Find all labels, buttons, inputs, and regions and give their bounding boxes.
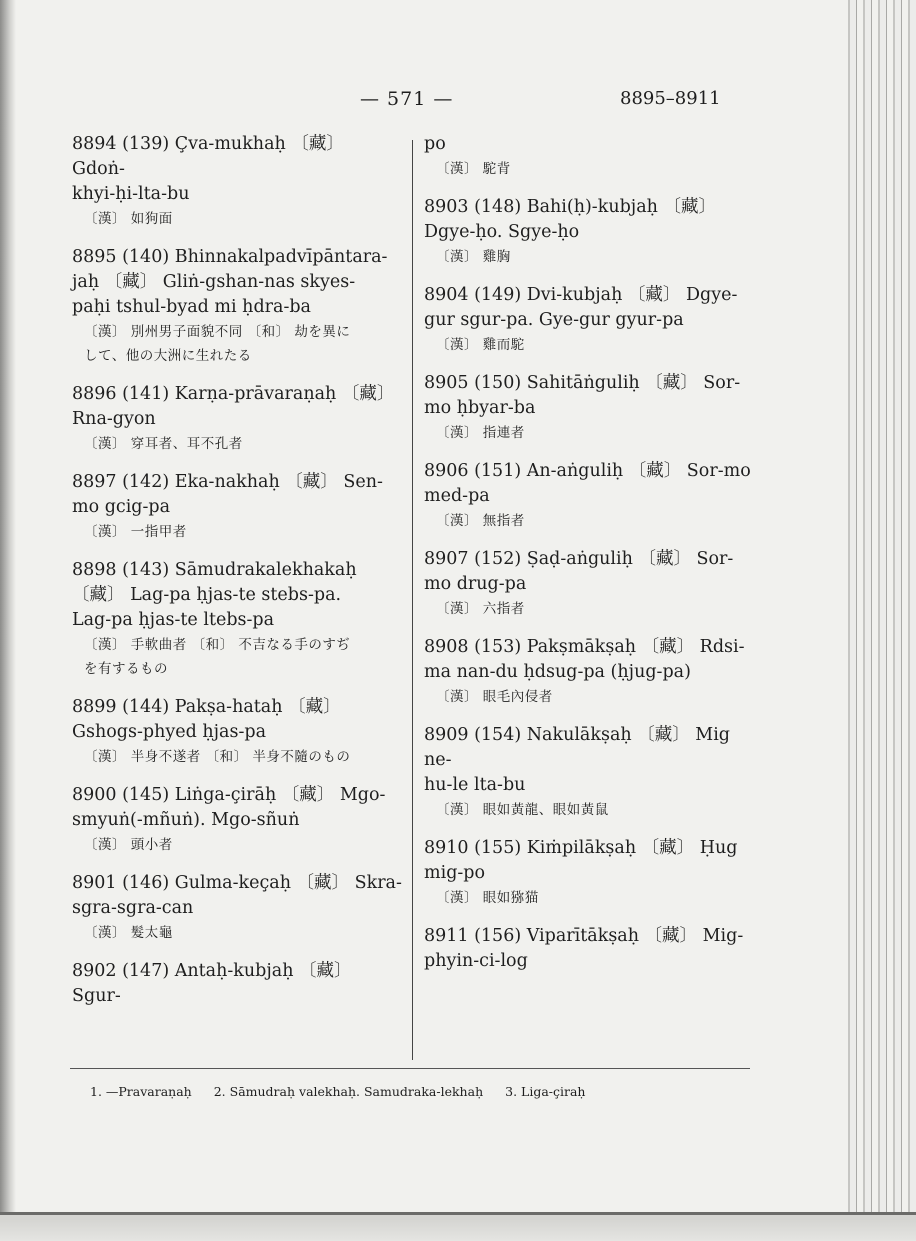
- headword-line: 8911 (156) Viparītākṣaḥ 〔藏〕 Mig-: [424, 926, 744, 946]
- entry-headword: [424, 132, 754, 157]
- dictionary-entry: [424, 283, 754, 357]
- entry-headword: [424, 283, 754, 333]
- column-divider: [412, 140, 413, 1060]
- dictionary-entry: [72, 783, 402, 857]
- entry-headword: [72, 871, 402, 921]
- headword-line: 8903 (148) Bahi(ḥ)-kubjaḥ 〔藏〕: [424, 197, 716, 217]
- dictionary-entry: [424, 459, 754, 533]
- entry-headword: [424, 836, 754, 886]
- headword-line: 8901 (146) Gulma-keçaḥ 〔藏〕 Skra-: [72, 873, 402, 893]
- dictionary-entry: [424, 836, 754, 910]
- headword-line: smyuṅ(-mñuṅ). Mgo-sñuṅ: [72, 810, 300, 830]
- left-column: [72, 132, 402, 1023]
- entry-headword: [72, 382, 402, 432]
- translation-line: 〔漢〕 眼如黃龍、眼如黃鼠: [436, 802, 609, 818]
- headword-line: 8906 (151) An-aṅguliḥ 〔藏〕 Sor-mo: [424, 461, 751, 481]
- entry-headword: [424, 195, 754, 245]
- translation-line: 〔漢〕 雞胸: [436, 249, 511, 265]
- dictionary-entry: [72, 871, 402, 945]
- translation-line: 〔漢〕 眼毛內侵者: [436, 689, 553, 705]
- translation-line: 〔漢〕 頭小者: [84, 837, 173, 853]
- translation-line: 〔漢〕 指連者: [436, 425, 525, 441]
- translation-line: 〔漢〕 駝背: [436, 161, 511, 177]
- dictionary-entry: [424, 547, 754, 621]
- headword-line: hu-le lta-bu: [424, 775, 526, 795]
- headword-line: 8898 (143) Sāmudrakalekhakaḥ: [72, 560, 357, 580]
- headword-line: paḥi tshul-byad mi ḥdra-ba: [72, 297, 311, 317]
- headword-line: Lag-pa ḥjas-te ltebs-pa: [72, 610, 275, 630]
- translation-line: 〔漢〕 雞而駝: [436, 337, 525, 353]
- translation-line: 〔漢〕 如狗面: [84, 211, 173, 227]
- headword-line: Gshogs-phyed ḥjas-pa: [72, 722, 267, 742]
- entry-headword: [424, 371, 754, 421]
- entry-headword: [424, 635, 754, 685]
- headword-line: mig-po: [424, 863, 486, 883]
- translation-line: 〔漢〕 一指甲者: [84, 524, 187, 540]
- entry-headword: [424, 547, 754, 597]
- translation-line: 〔漢〕 六指者: [436, 601, 525, 617]
- translation-line: を有するもの: [84, 661, 168, 677]
- headword-line: 8908 (153) Pakṣmākṣaḥ 〔藏〕 Rdsi-: [424, 637, 745, 657]
- entry-headword: [72, 959, 402, 1009]
- headword-line: 8895 (140) Bhinnakalpadvīpāntara-: [72, 247, 388, 267]
- headword-line: po: [424, 134, 446, 154]
- scan-bottom-edge: [0, 1212, 916, 1241]
- dictionary-entry: [424, 635, 754, 709]
- right-column: [424, 132, 754, 988]
- dictionary-entry: [72, 132, 402, 231]
- entry-headword: [424, 459, 754, 509]
- translation-line: 〔漢〕 別州男子面貌不同 〔和〕 劫を異に: [84, 324, 351, 340]
- footnote: 1. —Pravaraṇaḥ: [90, 1084, 192, 1099]
- headword-line: 8894 (139) Çva-mukhaḥ 〔藏〕 Gdoṅ-: [72, 134, 344, 179]
- dictionary-entry: [424, 132, 754, 181]
- translation-line: 〔漢〕 半身不遂者 〔和〕 半身不隨のもの: [84, 749, 351, 765]
- dictionary-entry: [72, 382, 402, 456]
- dictionary-entry: [72, 470, 402, 544]
- entry-headword: [72, 558, 402, 633]
- translation-line: 〔漢〕 穿耳者、耳不孔者: [84, 436, 243, 452]
- headword-line: 8897 (142) Eka-nakhaḥ 〔藏〕 Sen-: [72, 472, 383, 492]
- entry-headword: [72, 132, 402, 207]
- dictionary-entry: [72, 959, 402, 1009]
- translation-line: 〔漢〕 髮太龜: [84, 925, 173, 941]
- footnote: 3. Liga-çiraḥ: [505, 1084, 586, 1099]
- headword-line: mo drug-pa: [424, 574, 527, 594]
- headword-line: 8899 (144) Pakṣa-hataḥ 〔藏〕: [72, 697, 341, 717]
- footnotes: [90, 1084, 750, 1099]
- headword-line: khyi-ḥi-lta-bu: [72, 184, 190, 204]
- page-number: — 571 —: [360, 88, 454, 110]
- entry-headword: [72, 470, 402, 520]
- entry-headword: [72, 245, 402, 320]
- headword-line: 〔藏〕 Lag-pa ḥjas-te stebs-pa.: [72, 585, 342, 605]
- translation-line: 〔漢〕 手軟曲者 〔和〕 不吉なる手のすぢ: [84, 637, 351, 653]
- dictionary-entry: [424, 723, 754, 822]
- dictionary-entry: [72, 558, 402, 681]
- dictionary-entry: [424, 195, 754, 269]
- headword-line: jaḥ 〔藏〕 Gliṅ-gshan-nas skyes-: [72, 272, 356, 292]
- translation-line: 〔漢〕 眼如猕猫: [436, 890, 539, 906]
- entry-headword: [424, 924, 754, 974]
- headword-line: 8907 (152) Ṣaḍ-aṅguliḥ 〔藏〕 Sor-: [424, 549, 734, 569]
- entry-headword: [72, 783, 402, 833]
- headword-line: 8909 (154) Nakulākṣaḥ 〔藏〕 Mig ne-: [424, 725, 731, 770]
- headword-line: 8910 (155) Kiṁpilākṣaḥ 〔藏〕 Ḥug: [424, 838, 738, 858]
- translation-line: 〔漢〕 無指者: [436, 513, 525, 529]
- scan-right-edge: [842, 0, 916, 1241]
- headword-line: mo gcig-pa: [72, 497, 171, 517]
- scan-left-shadow: [0, 0, 16, 1241]
- headword-line: sgra-sgra-can: [72, 898, 194, 918]
- entry-range: 8895–8911: [620, 88, 721, 109]
- headword-line: Rna-gyon: [72, 409, 156, 429]
- footnote: 2. Sāmudraḥ valekhaḥ. Samudraka-lekhaḥ: [213, 1084, 484, 1099]
- dictionary-entry: [424, 371, 754, 445]
- headword-line: 8904 (149) Dvi-kubjaḥ 〔藏〕 Dgye-: [424, 285, 738, 305]
- headword-line: 8900 (145) Liṅga-çirāḥ 〔藏〕 Mgo-: [72, 785, 386, 805]
- entry-headword: [424, 723, 754, 798]
- headword-line: med-pa: [424, 486, 490, 506]
- headword-line: mo ḥbyar-ba: [424, 398, 536, 418]
- dictionary-entry: [72, 245, 402, 368]
- headword-line: 8905 (150) Sahitāṅguliḥ 〔藏〕 Sor-: [424, 373, 741, 393]
- dictionary-entry: [424, 924, 754, 974]
- headword-line: 8902 (147) Antaḥ-kubjaḥ 〔藏〕 Sgur-: [72, 961, 352, 1006]
- translation-line: して、他の大洲に生れたる: [84, 348, 252, 364]
- headword-line: gur sgur-pa. Gye-gur gyur-pa: [424, 310, 684, 330]
- headword-line: phyin-ci-log: [424, 951, 528, 971]
- headword-line: Dgye-ḥo. Sgye-ḥo: [424, 222, 580, 242]
- dictionary-entry: [72, 695, 402, 769]
- entry-headword: [72, 695, 402, 745]
- footnote-rule: [70, 1068, 750, 1069]
- headword-line: 8896 (141) Karṇa-prāvaraṇaḥ 〔藏〕: [72, 384, 395, 404]
- headword-line: ma nan-du ḥdsug-pa (ḥjug-pa): [424, 662, 691, 682]
